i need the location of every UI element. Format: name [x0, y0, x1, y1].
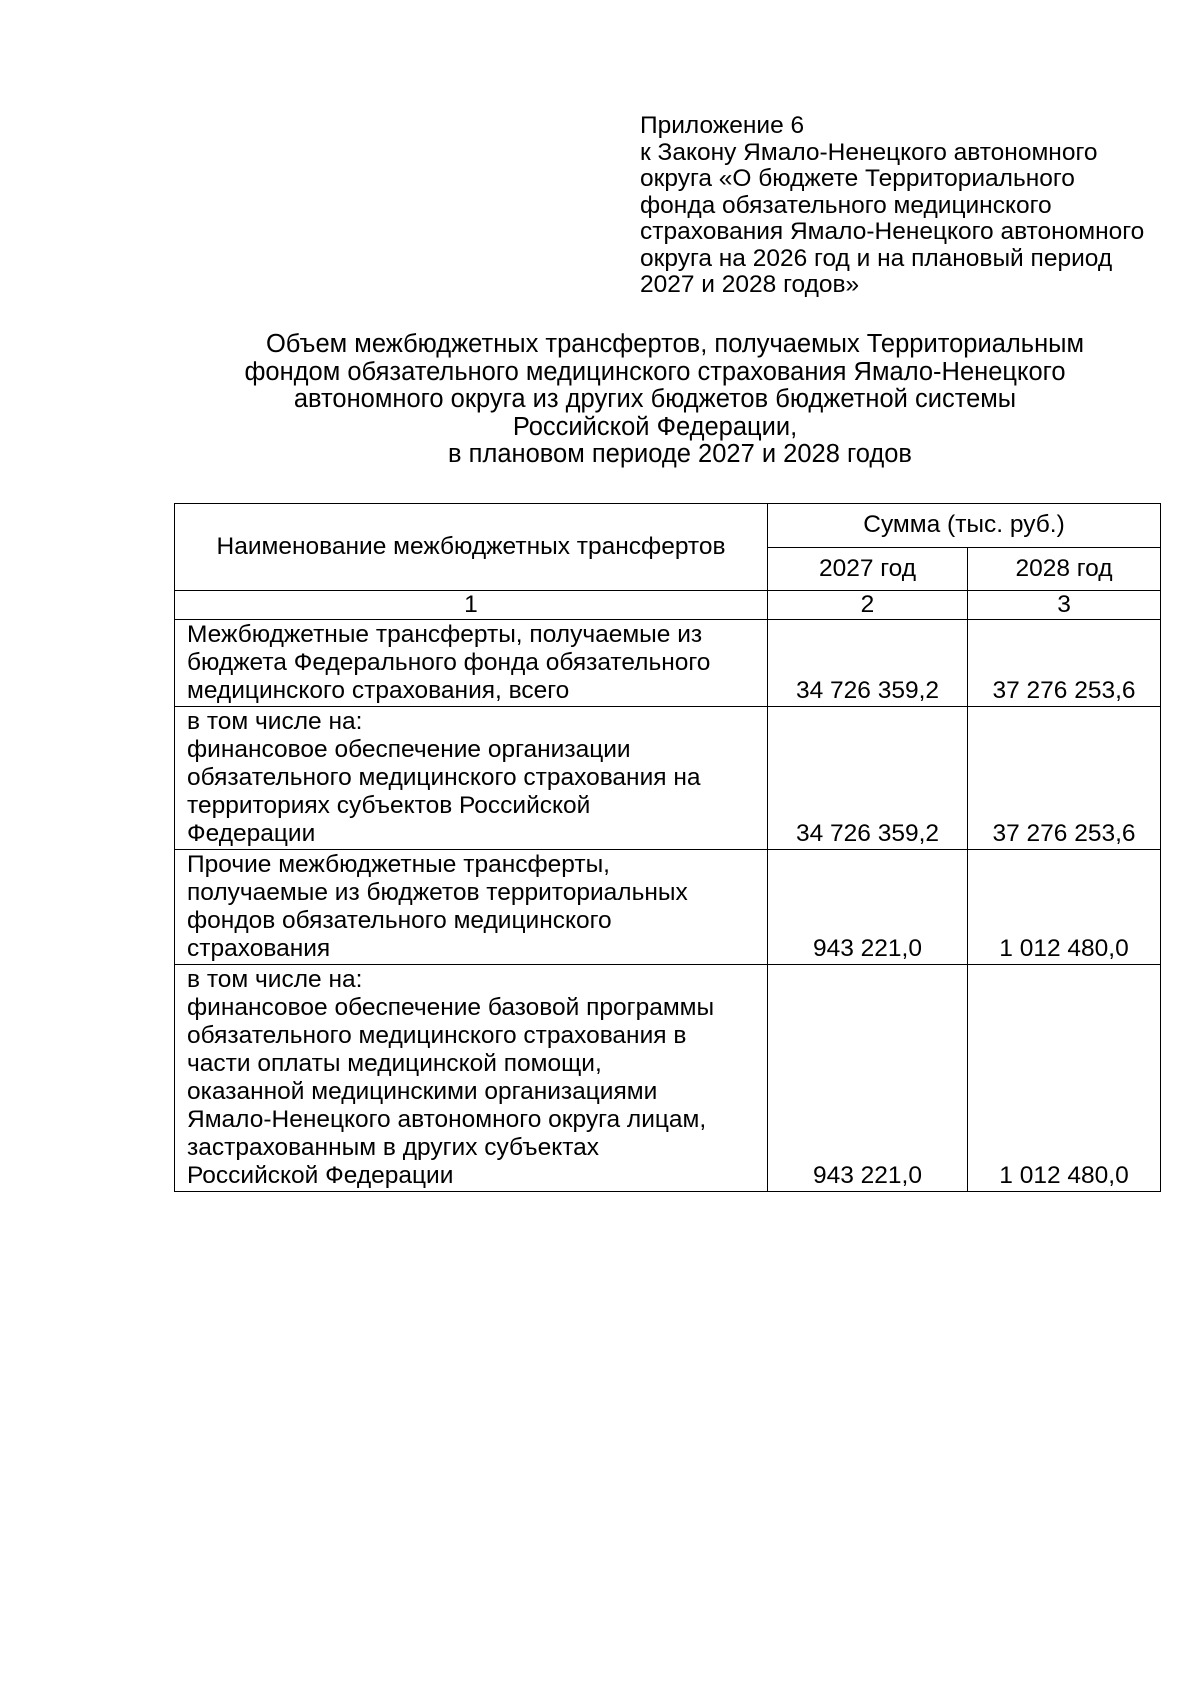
table-row — [175, 965, 1161, 1192]
row-name-line: страхования — [187, 935, 331, 962]
row-name-line: обязательного медицинского страхования на — [187, 764, 701, 791]
value-2027: 943 221,0 — [768, 850, 968, 965]
appendix-line: Приложение 6 — [640, 112, 805, 139]
row-name-line: бюджета Федерального фонда обязательного — [187, 649, 711, 676]
appendix-header — [640, 113, 1160, 299]
column-number: 1 — [175, 591, 768, 620]
header-year-2027: 2027 год — [768, 547, 968, 591]
table-row — [175, 707, 1161, 850]
row-name — [175, 707, 768, 850]
appendix-line: округа «О бюджете Территориального — [640, 165, 1075, 192]
row-name-line: получаемые из бюджетов территориальных — [187, 879, 688, 906]
header-name: Наименование межбюджетных трансфертов — [175, 504, 768, 591]
title-line: Российской Федерации, — [512, 412, 798, 441]
row-name-line: обязательного медицинского страхования в — [187, 1022, 687, 1049]
row-name-line: финансовое обеспечение организации — [187, 736, 631, 763]
row-name-line: в том числе на: — [187, 708, 363, 735]
title-line: в плановом периоде 2027 и 2028 годов — [448, 440, 912, 468]
value-2028: 1 012 480,0 — [968, 965, 1161, 1192]
title-line: автономного округа из других бюджетов бюджетной системы — [293, 385, 1017, 413]
header-sum: Сумма (тыс. руб.) — [768, 504, 1161, 548]
value-2028: 37 276 253,6 — [968, 707, 1161, 850]
column-number: 2 — [768, 591, 968, 620]
transfers-table — [174, 503, 1161, 1192]
appendix-line: фонда обязательного медицинского — [640, 191, 1052, 219]
row-name — [175, 965, 768, 1192]
appendix-line: округа на 2026 год и на плановый период — [640, 244, 1113, 272]
row-name-line: части оплаты медицинской помощи, — [187, 1050, 602, 1077]
row-name — [175, 620, 768, 707]
header-year-2028: 2028 год — [968, 547, 1161, 591]
title-line: фондом обязательного медицинского страхования Ямало-Ненецкого — [244, 357, 1066, 386]
column-number-row — [175, 591, 1161, 620]
table-header-row — [175, 504, 1161, 548]
value-2028: 37 276 253,6 — [968, 620, 1161, 707]
table-row — [175, 850, 1161, 965]
row-name — [175, 850, 768, 965]
row-name-line: Межбюджетные трансферты, получаемые из — [187, 621, 703, 648]
row-name-line: территориях субъектов Российской — [187, 792, 591, 819]
appendix-line: к Закону Ямало-Ненецкого автономного — [640, 138, 1098, 166]
row-name-line: застрахованным в других субъектах — [187, 1134, 600, 1161]
value-2027: 34 726 359,2 — [768, 707, 968, 850]
value-2028: 1 012 480,0 — [968, 850, 1161, 965]
row-name-line: Ямало-Ненецкого автономного округа лицам, — [187, 1106, 707, 1133]
value-2027: 34 726 359,2 — [768, 620, 968, 707]
row-name-line: Федерации — [187, 820, 316, 847]
appendix-line: 2027 и 2028 годов» — [640, 271, 860, 298]
row-name-line: медицинского страхования, всего — [187, 677, 570, 704]
row-name-line: фондов обязательного медицинского — [187, 907, 612, 934]
appendix-line: страхования Ямало-Ненецкого автономного — [640, 218, 1145, 245]
value-2027: 943 221,0 — [768, 965, 968, 1192]
document-title — [175, 331, 1135, 469]
title-line: Объем межбюджетных трансфертов, получаемых Территориальным — [265, 330, 1085, 358]
row-name-line: финансовое обеспечение базовой программы — [187, 994, 715, 1021]
row-name-line: в том числе на: — [187, 966, 363, 993]
table-row — [175, 620, 1161, 707]
row-name-line: Российской Федерации — [187, 1162, 454, 1189]
column-number: 3 — [968, 591, 1161, 620]
row-name-line: Прочие межбюджетные трансферты, — [187, 851, 610, 878]
row-name-line: оказанной медицинскими организациями — [187, 1078, 658, 1105]
